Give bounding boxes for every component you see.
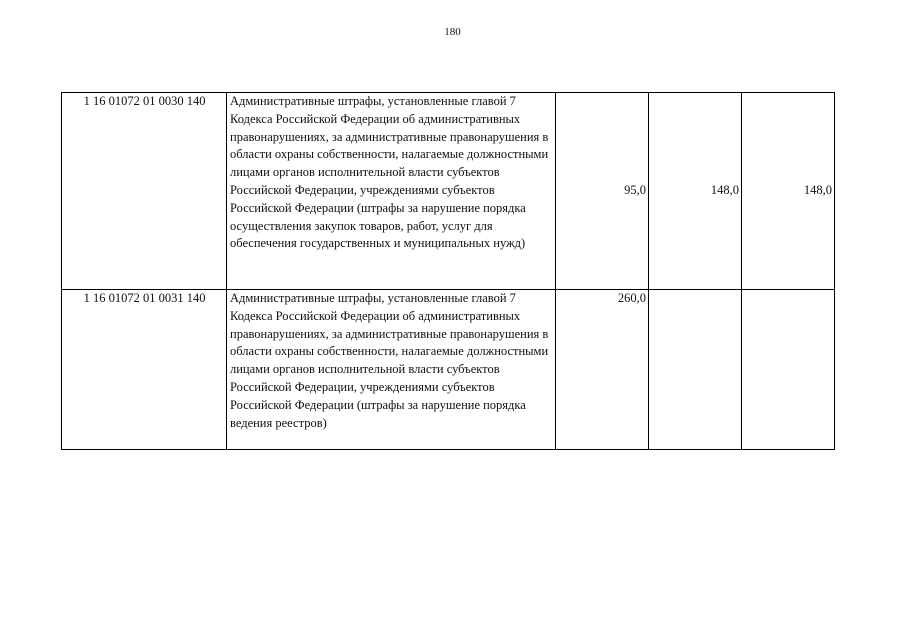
value-year2-cell xyxy=(649,290,742,450)
budget-code-cell: 1 16 01072 01 0030 140 xyxy=(62,93,227,290)
page-number: 180 xyxy=(444,26,461,38)
budget-code-cell: 1 16 01072 01 0031 140 xyxy=(62,290,227,450)
budget-table xyxy=(61,92,835,450)
value-year2-cell: 148,0 xyxy=(649,93,742,290)
description-cell: Административные штрафы, установленные главой 7 Кодекса Российской Федерации об административных правонарушениях, за административные правонарушения в области охраны собственности, налагаемые должностными лицами органов исполнительной власти субъектов Российской Федерации, учреждениями субъектов Российской Федерации (штрафы за нарушение порядка ведения реестров) xyxy=(227,290,556,450)
value-year1-cell: 260,0 xyxy=(556,290,649,450)
description-cell: Административные штрафы, установленные главой 7 Кодекса Российской Федерации об административных правонарушениях, за административные правонарушения в области охраны собственности, налагаемые должностными лицами органов исполнительной власти субъектов Российской Федерации, учреждениями субъектов Российской Федерации (штрафы за нарушение порядка осуществления закупок товаров, работ, услуг для обеспечения государственных и муниципальных нужд) xyxy=(227,93,556,290)
value-year3-cell xyxy=(742,290,835,450)
value-year3-cell: 148,0 xyxy=(742,93,835,290)
table-row xyxy=(62,93,835,290)
value-year1-cell: 95,0 xyxy=(556,93,649,290)
table-row xyxy=(62,290,835,450)
